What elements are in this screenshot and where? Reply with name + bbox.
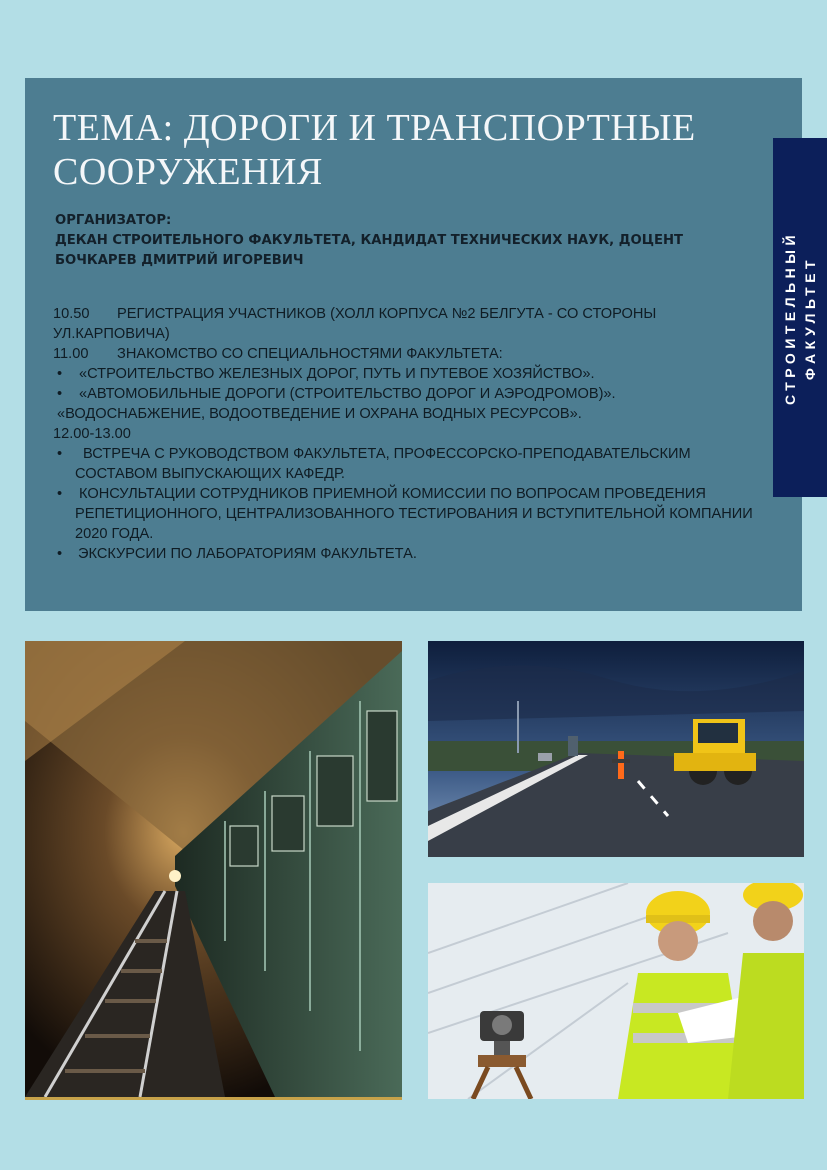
schedule-time: 10.50 bbox=[53, 306, 90, 322]
schedule-entry-meeting bbox=[53, 424, 763, 444]
list-item bbox=[53, 444, 763, 484]
faculty-label-line-1: СТРОИТЕЛЬНЫЙ bbox=[782, 230, 798, 405]
schedule-time: 11.00 bbox=[53, 346, 89, 362]
list-item-text: ВСТРЕЧА С РУКОВОДСТВОМ ФАКУЛЬТЕТА, ПРОФЕССОРСКО-ПРЕПОДАВАТЕЛЬСКИМ СОСТАВОМ ВЫПУСКАЮЩИХ КАФЕДР. bbox=[75, 446, 691, 482]
list-item-text: КОНСУЛЬТАЦИИ СОТРУДНИКОВ ПРИЕМНОЙ КОМИССИИ ПО ВОПРОСАМ ПРОВЕДЕНИЯ РЕПЕТИЦИОННОГО, ЦЕНТРАЛИЗОВАННОГО ТЕСТИРОВАНИЯ И ВСТУПИТЕЛЬНОЙ КОМПАНИИ 2020 ГОДА. bbox=[75, 486, 753, 542]
tunnel-train-photo bbox=[25, 641, 402, 1100]
list-item: • «СТРОИТЕЛЬСТВО ЖЕЛЕЗНЫХ ДОРОГ, ПУТЬ И ПУТЕВОЕ ХОЗЯЙСТВО». bbox=[53, 364, 763, 384]
page-title: ТЕМА: ДОРОГИ И ТРАНСПОРТНЫЕ СООРУЖЕНИЯ bbox=[53, 107, 696, 193]
faculty-label bbox=[780, 230, 820, 404]
surveyors-photo bbox=[428, 883, 804, 1099]
info-panel bbox=[25, 78, 802, 611]
list-item bbox=[53, 484, 763, 544]
schedule-text: РЕГИСТРАЦИЯ УЧАСТНИКОВ (ХОЛЛ КОРПУСА №2 БЕЛГУТА - СО СТОРОНЫ bbox=[117, 306, 657, 322]
schedule bbox=[53, 304, 763, 564]
faculty-label-line-2: ФАКУЛЬТЕТ bbox=[802, 255, 818, 380]
organizer-label: ОРГАНИЗАТОР: bbox=[55, 213, 172, 228]
schedule-text: ЗНАКОМСТВО СО СПЕЦИАЛЬНОСТЯМИ ФАКУЛЬТЕТА: bbox=[117, 346, 503, 362]
schedule-time: 12.00-13.00 bbox=[53, 426, 131, 442]
schedule-entry-registration bbox=[53, 304, 763, 324]
road-construction-photo bbox=[428, 641, 804, 857]
list-item bbox=[53, 544, 763, 564]
schedule-text-continued: УЛ.КАРПОВИЧА) bbox=[53, 326, 170, 342]
organizer-line-1: ДЕКАН СТРОИТЕЛЬНОГО ФАКУЛЬТЕТА, КАНДИДАТ ТЕХНИЧЕСКИХ НАУК, ДОЦЕНТ bbox=[55, 233, 683, 248]
organizer-line-2: БОЧКАРЕВ ДМИТРИЙ ИГОРЕВИЧ bbox=[55, 253, 304, 268]
faculty-sidebar bbox=[773, 138, 827, 497]
schedule-entry-specialties bbox=[53, 344, 763, 364]
list-item: «ВОДОСНАБЖЕНИЕ, ВОДООТВЕДЕНИЕ И ОХРАНА ВОДНЫХ РЕСУРСОВ». bbox=[57, 406, 582, 422]
organizer-block bbox=[55, 211, 755, 271]
list-item: • «АВТОМОБИЛЬНЫЕ ДОРОГИ (СТРОИТЕЛЬСТВО ДОРОГ И АЭРОДРОМОВ)». bbox=[53, 384, 763, 404]
list-item-text: ЭКСКУРСИИ ПО ЛАБОРАТОРИЯМ ФАКУЛЬТЕТА. bbox=[78, 546, 417, 562]
